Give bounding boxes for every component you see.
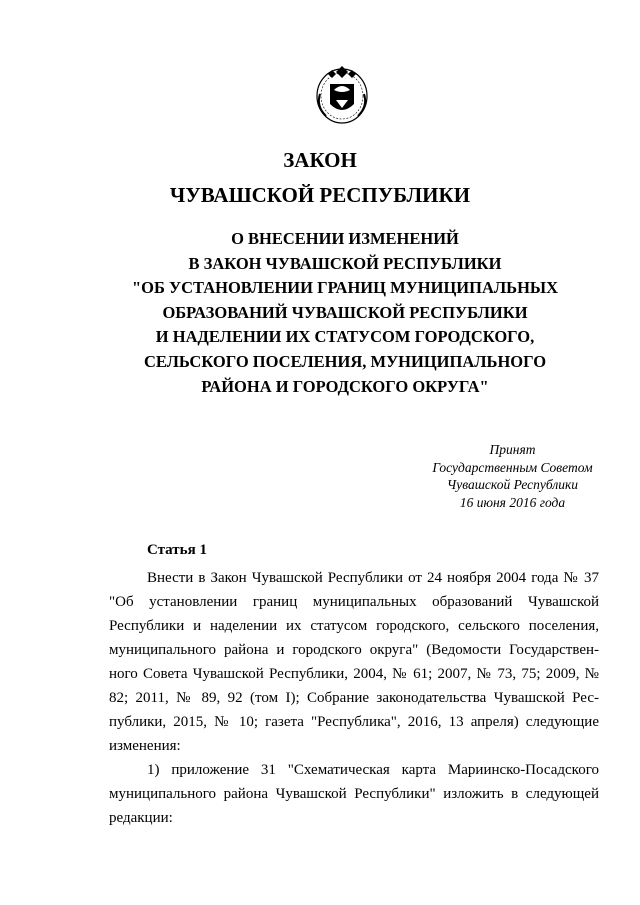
adoption-line: Принят	[489, 442, 536, 457]
subtitle-line: СЕЛЬСКОГО ПОСЕЛЕНИЯ, МУНИЦИПАЛЬНОГО	[143, 351, 547, 371]
article-paragraph: 1) приложение 31 "Схематическая карта Мариинско-Посадского муниципального района Чувашской Республики" изложить в следующей редакции:	[109, 762, 599, 826]
subtitle-line: "ОБ УСТАНОВЛЕНИИ ГРАНИЦ МУНИЦИПАЛЬНЫХ	[131, 278, 559, 298]
subtitle-line: РАЙОНА И ГОРОДСКОГО ОКРУГА"	[201, 376, 489, 396]
subtitle-line: О ВНЕСЕНИИ ИЗМЕНЕНИЙ	[231, 229, 459, 248]
law-title-line-2: ЧУВАШСКОЙ РЕСПУБЛИКИ	[169, 183, 471, 207]
subtitle-line: И НАДЕЛЕНИИ ИХ СТАТУСОМ ГОРОДСКОГО,	[155, 327, 535, 347]
adoption-line: Государственным Советом	[432, 459, 593, 475]
article-heading: Статья 1	[147, 542, 207, 558]
coat-of-arms-icon	[312, 60, 372, 126]
law-title	[0, 146, 640, 216]
subtitle-line: ОБРАЗОВАНИЙ ЧУВАШСКОЙ РЕСПУБЛИКИ	[162, 302, 528, 322]
law-subtitle	[0, 227, 640, 399]
adoption-date: 16 июня 2016 года	[459, 494, 566, 510]
subtitle-line: В ЗАКОН ЧУВАШСКОЙ РЕСПУБЛИКИ	[188, 253, 502, 273]
adoption-note	[400, 441, 625, 511]
adoption-line: Чувашской Республики	[446, 477, 579, 492]
article-body	[109, 566, 599, 830]
article-paragraph: Внести в Закон Чувашской Республики от 24 ноября 2004 года № 37 "Об установлении границ муниципальных образований Чувашской Республики и наделении их статусом городского, сельского поселения, муниципального района и городского округа" (Ведомости Государствен-ного Совета Чувашской Республики, 2004, № 61; 2007, № 73, 75; 2009, № 82; 2011, № 89, 92 (том I); Собрание законодательства Чувашской Рес-публики, 2015, № 10; газета "Республика", 2016, 13 апреля) следующие изменения:	[109, 570, 599, 754]
law-title-line-1: ЗАКОН	[283, 148, 357, 172]
